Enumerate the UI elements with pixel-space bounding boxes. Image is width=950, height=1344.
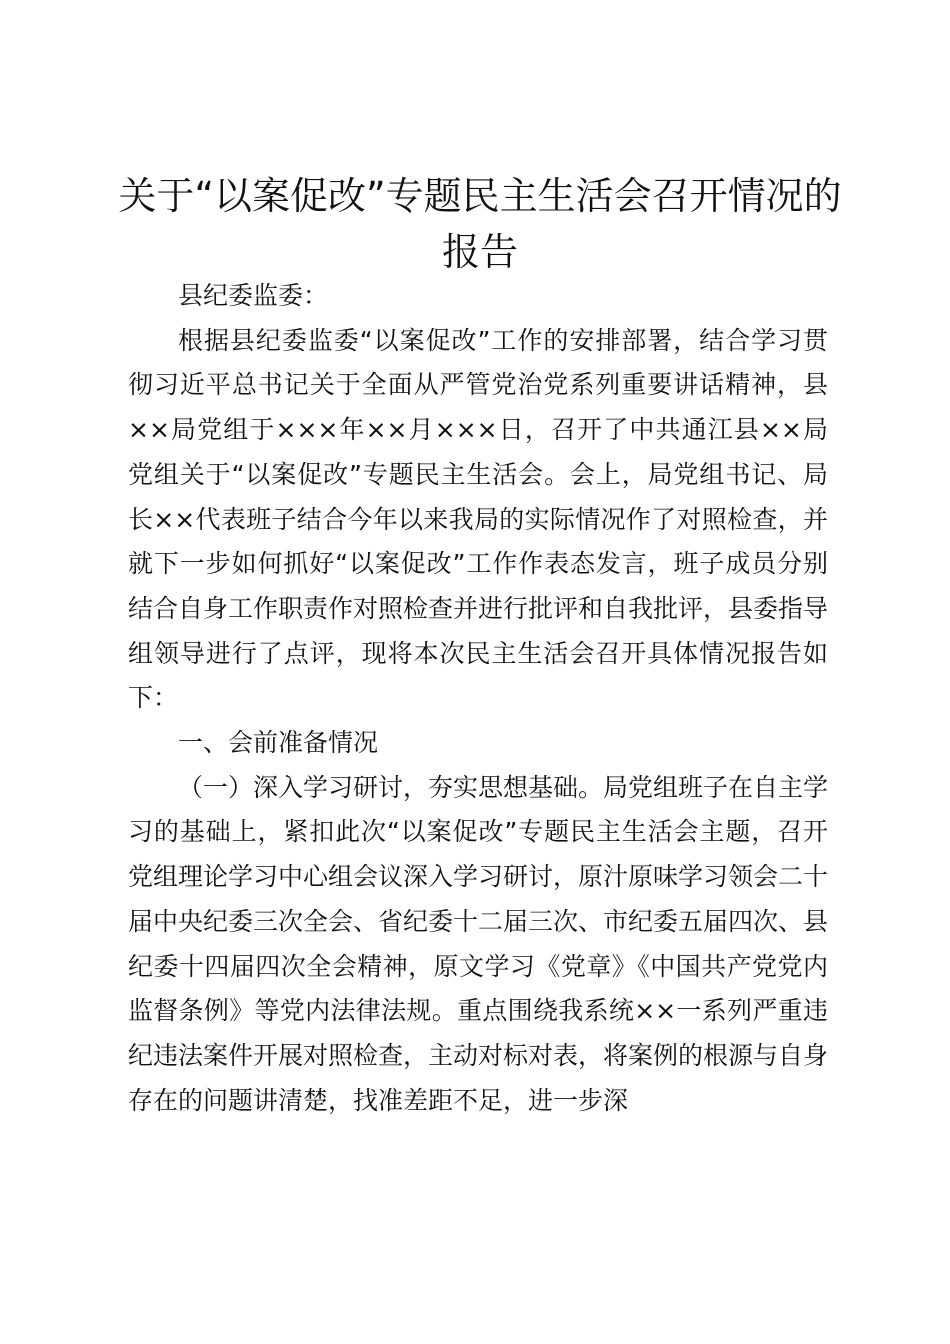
document-body <box>128 274 828 1123</box>
salutation: 县纪委监委： <box>178 281 329 310</box>
paragraph-study: （一）深入学习研讨，夯实思想基础。局党组班子在自主学习的基础上，紧扣此次“以案促改”专题民主生活会主题，召开党组理论学习中心组会议深入学习研讨，原汁原味学习领会二十届中央纪委三次全会、省纪委十二届三次、市纪委五届四次、县纪委十四届四次全会精神，原文学习《党章》《中国共产党党内监督条例》等党内法律法规。重点围绕我系统××一系列严重违纪违法案件开展对照检查，主动对标对表，将案例的根源与自身存在的问题讲清楚，找准差距不足，进一步深 <box>128 772 829 1115</box>
document-title: 关于“以案促改”专题民主生活会召开情况的报告 <box>118 174 842 274</box>
section-heading: 一、会前准备情况 <box>178 728 379 758</box>
paragraph-intro: 根据县纪委监委“以案促改”工作的安排部署，结合学习贯彻习近平总书记关于全面从严管党治党系列重要讲话精神，县××局党组于×××年××月×××日，召开了中共通江县××局党组关于“以案促改”专题民主生活会。会上，局党组书记、局长××代表班子结合今年以来我局的实际情况作了对照检查，并就下一步如何抓好“以案促改”工作作表态发言，班子成员分别结合自身工作职责作对照检查并进行批评和自我批评，县委指导组领导进行了点评，现将本次民主生活会召开具体情况报告如下： <box>128 325 829 713</box>
